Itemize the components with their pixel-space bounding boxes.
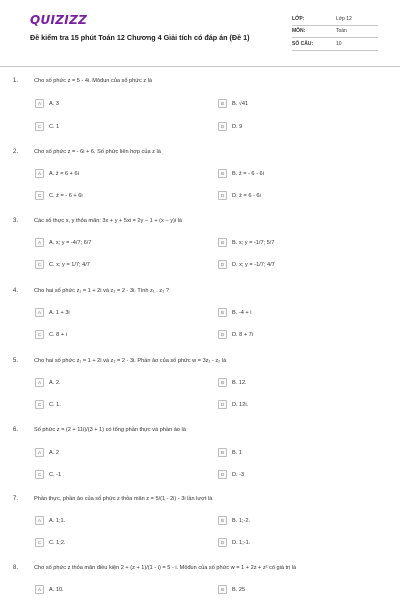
option-text: C. 1. — [49, 401, 61, 408]
option-text: A. 1;1. — [49, 517, 66, 524]
question-text: Phần thực, phần ảo của số phức z thỏa mãn z = 5/(1 - 2i) - 3i lần lượt là — [34, 496, 213, 502]
answer-option-b[interactable] — [218, 308, 363, 319]
option-text: A. z̄ = 6 + 6i — [49, 170, 79, 177]
option-text: A. 2. — [49, 379, 61, 386]
answer-option-d[interactable] — [218, 191, 363, 202]
option-letter-box: B — [218, 238, 227, 247]
question-text: Các số thực x, y thỏa mãn: 3x + y + 5xi = 2y − 1 + (x − y)i là — [34, 218, 183, 224]
answer-option-a[interactable] — [35, 238, 180, 249]
option-text: A. 3 — [49, 100, 59, 107]
info-value: 10 — [336, 40, 342, 47]
answer-option-d[interactable] — [218, 470, 363, 481]
info-box — [292, 13, 378, 51]
option-text: B. 25 — [232, 586, 246, 593]
option-text: D. 1;-1. — [232, 539, 251, 546]
header-divider — [0, 66, 400, 67]
answer-option-c[interactable] — [35, 122, 180, 133]
option-letter-box: A — [35, 99, 44, 108]
answer-option-a[interactable] — [35, 99, 180, 110]
answer-option-b[interactable] — [218, 448, 363, 459]
option-text: D. x; y = -1/7; 4/7 — [232, 261, 275, 268]
option-letter-box: A — [35, 169, 44, 178]
quiz-header — [14, 0, 386, 66]
option-letter-box: A — [35, 585, 44, 594]
question-text: Cho số phức z = - 6i + 6. Số phức liên hợp của z là — [34, 149, 161, 155]
answer-option-d[interactable] — [218, 538, 363, 549]
option-text: C. 1 — [49, 123, 60, 130]
option-letter-box: A — [35, 308, 44, 317]
option-letter-box: A — [35, 238, 44, 247]
option-text: C. 8 + i — [49, 331, 67, 338]
question-number: 6. — [13, 427, 19, 433]
info-key: LỚP: — [292, 15, 305, 22]
info-key: MÔN: — [292, 28, 306, 35]
option-text: B. √41 — [232, 100, 249, 107]
option-text: C. -1 — [49, 471, 62, 478]
answer-option-d[interactable] — [218, 122, 363, 133]
option-letter-box: D — [218, 191, 227, 200]
info-row-subject — [292, 26, 378, 39]
question-text: Cho hai số phức z₁ = 1 + 2i và z₂ = 2 - 3i. Phần ảo của số phức w = 3z₁ - z₂ là — [34, 358, 227, 364]
option-text: B. 1 — [232, 449, 242, 456]
answer-option-a[interactable] — [35, 448, 180, 459]
question-number: 5. — [13, 358, 19, 364]
option-text: D. -3 — [232, 471, 245, 478]
option-letter-box: B — [218, 448, 227, 457]
option-letter-box: C — [35, 122, 44, 131]
quizizz-logo: QUIZIZZ — [30, 13, 88, 27]
option-letter-box: D — [218, 330, 227, 339]
option-text: A. 2 — [49, 449, 59, 456]
option-letter-box: B — [218, 308, 227, 317]
answer-option-d[interactable] — [218, 400, 363, 411]
info-key: SỐ CÂU: — [292, 40, 314, 47]
option-letter-box: C — [35, 330, 44, 339]
answer-option-a[interactable] — [35, 169, 180, 180]
option-letter-box: C — [35, 470, 44, 479]
option-text: B. x; y = -1/7; 5/7 — [232, 239, 275, 246]
option-text: B. -4 + i — [232, 309, 252, 316]
question-number: 8. — [13, 565, 19, 571]
option-letter-box: B — [218, 378, 227, 387]
answer-option-c[interactable] — [35, 330, 180, 341]
option-text: A. x; y = -4/7; 6/7 — [49, 239, 92, 246]
answer-option-c[interactable] — [35, 538, 180, 549]
option-text: D. 8 + 7i — [232, 331, 253, 338]
option-letter-box: B — [218, 516, 227, 525]
answer-option-d[interactable] — [218, 330, 363, 341]
answer-option-b[interactable] — [218, 99, 363, 110]
option-letter-box: D — [218, 538, 227, 547]
question-number: 2. — [13, 149, 19, 155]
question-number: 4. — [13, 288, 19, 294]
option-letter-box: A — [35, 378, 44, 387]
answer-option-a[interactable] — [35, 378, 180, 389]
answer-option-c[interactable] — [35, 191, 180, 202]
option-letter-box: C — [35, 538, 44, 547]
answer-option-d[interactable] — [218, 260, 363, 271]
option-letter-box: C — [35, 191, 44, 200]
option-letter-box: B — [218, 169, 227, 178]
info-row-question-count — [292, 38, 378, 51]
answer-option-a[interactable] — [35, 308, 180, 319]
answer-option-b[interactable] — [218, 585, 363, 596]
option-text: C. x; y = 1/7; 4/7 — [49, 261, 90, 268]
option-text: A. 1 + 3i — [49, 309, 70, 316]
answer-option-a[interactable] — [35, 516, 180, 527]
answer-option-c[interactable] — [35, 400, 180, 411]
option-text: D. 12i. — [232, 401, 249, 408]
option-letter-box: D — [218, 260, 227, 269]
option-text: B. 12. — [232, 379, 247, 386]
question-number: 3. — [13, 218, 19, 224]
answer-option-c[interactable] — [35, 470, 180, 481]
question-number: 1. — [13, 78, 19, 84]
option-letter-box: B — [218, 585, 227, 594]
answer-option-b[interactable] — [218, 378, 363, 389]
option-text: D. z̄ = 6 - 6i — [232, 192, 261, 199]
page-title: Đề kiểm tra 15 phút Toán 12 Chương 4 Giải tích có đáp án (Đề 1) — [30, 33, 250, 42]
option-letter-box: B — [218, 99, 227, 108]
answer-option-c[interactable] — [35, 260, 180, 271]
option-letter-box: D — [218, 470, 227, 479]
option-text: B. 1;-2. — [232, 517, 251, 524]
question-text: Số phức z = (2 + 11i)/(3 + 1) có tổng phần thực và phần ảo là — [34, 427, 186, 433]
option-text: C. 1;2. — [49, 539, 66, 546]
answer-option-b[interactable] — [218, 516, 363, 527]
option-letter-box: A — [35, 516, 44, 525]
option-letter-box: D — [218, 122, 227, 131]
info-row-class — [292, 13, 378, 26]
option-text: B. z̄ = - 6 - 6i — [232, 170, 264, 177]
option-letter-box: A — [35, 448, 44, 457]
option-letter-box: C — [35, 400, 44, 409]
info-value: Toán — [336, 28, 347, 35]
answer-option-a[interactable] — [35, 585, 180, 596]
answer-option-b[interactable] — [218, 238, 363, 249]
question-text: Cho số phức z = 5 - 4i. Môđun của số phức z là — [34, 78, 153, 84]
option-text: C. z̄ = - 6 + 6i — [49, 192, 83, 199]
option-text: A. 10. — [49, 586, 64, 593]
question-text: Cho hai số phức z₁ = 1 + 2i và z₂ = 2 - 3i. Tính z₁ . z₂ ? — [34, 288, 170, 294]
option-letter-box: C — [35, 260, 44, 269]
question-text: Cho số phức z thỏa mãn điều kiện 2 + (z + 1)/(1 - i) = 5 - i. Môđun của số phức w = 1 + 2z + z² có giá trị là — [34, 565, 297, 571]
option-text: D. 9 — [232, 123, 243, 130]
option-letter-box: D — [218, 400, 227, 409]
answer-option-b[interactable] — [218, 169, 363, 180]
question-number: 7. — [13, 496, 19, 502]
info-value: Lớp 12 — [336, 15, 352, 22]
